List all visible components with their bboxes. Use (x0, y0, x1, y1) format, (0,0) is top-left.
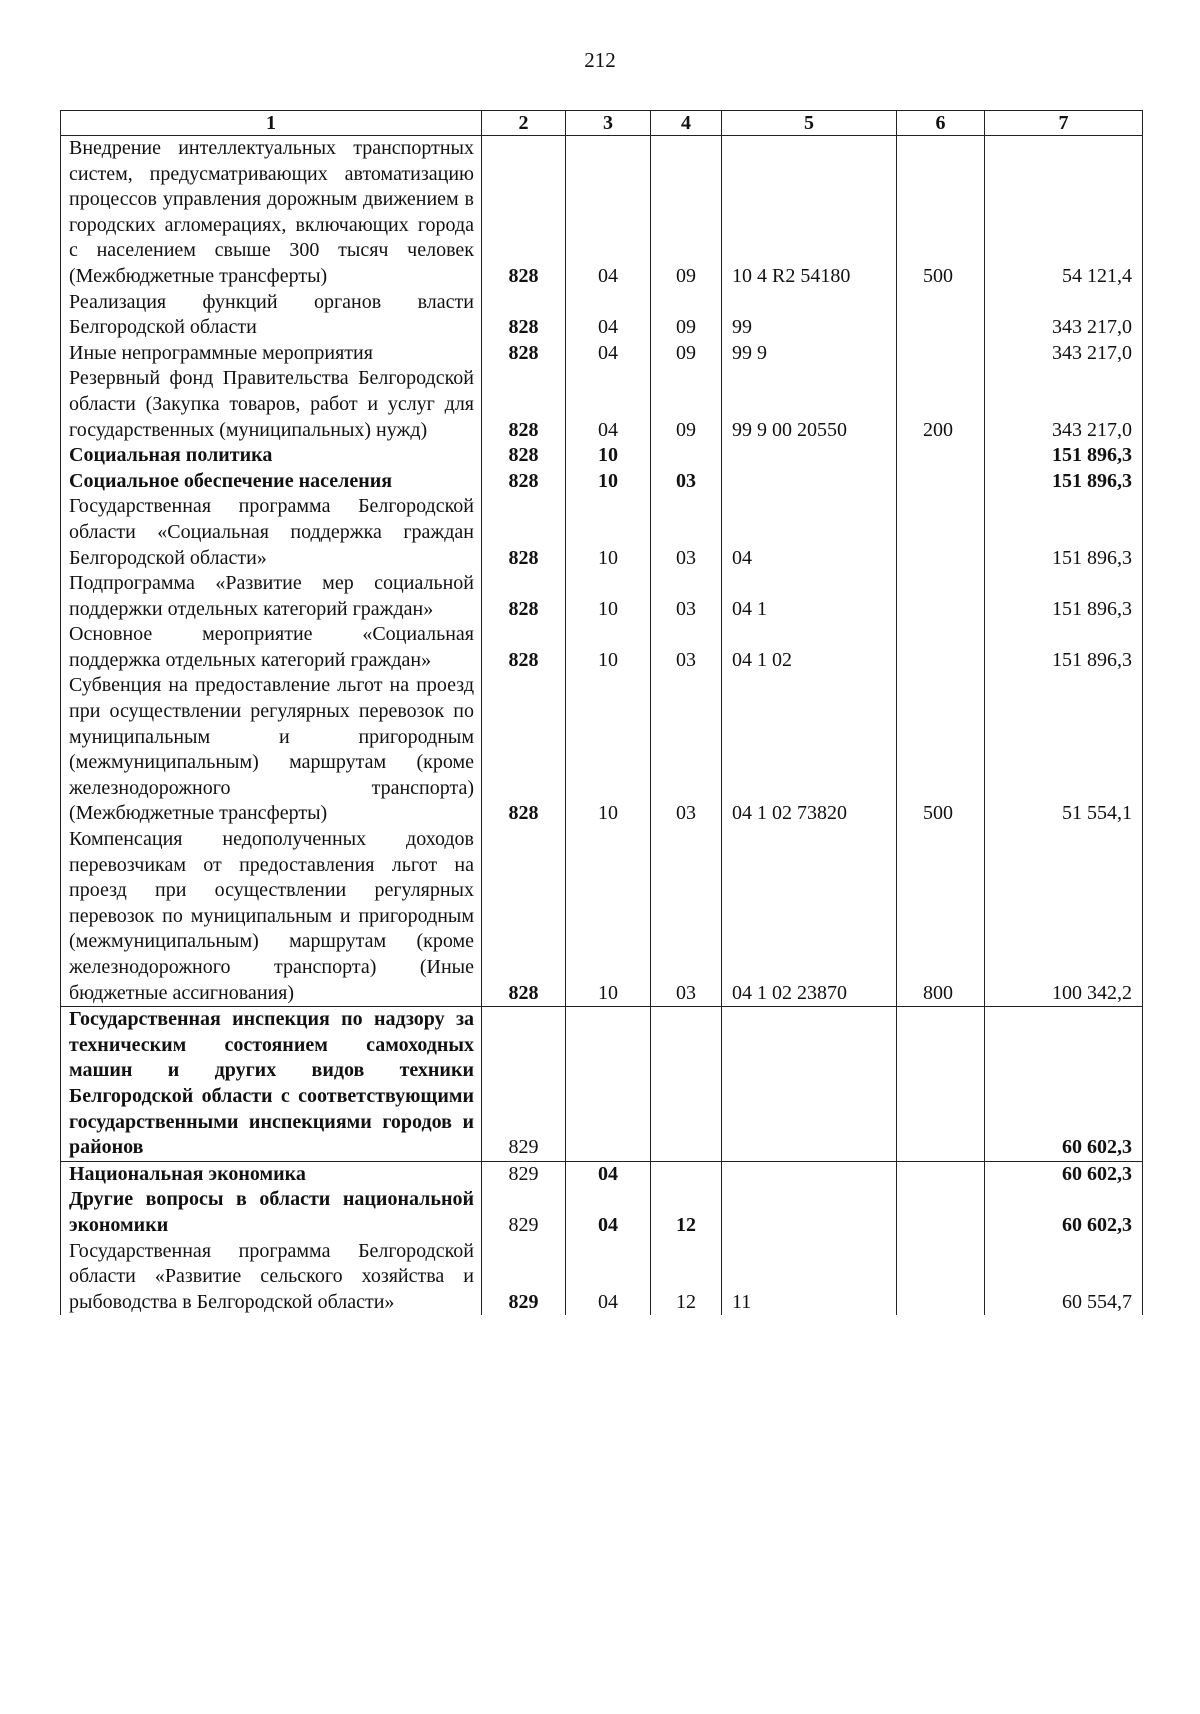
cell-vr (897, 622, 985, 673)
column-header: 6 (897, 111, 985, 136)
table-row (61, 443, 1143, 469)
table-row (61, 622, 1143, 673)
cell-pr (651, 1007, 722, 1162)
cell-rz: 04 (566, 1187, 651, 1238)
cell-ved: 828 (482, 622, 566, 673)
table-row (61, 1161, 1143, 1187)
cell-rz: 10 (566, 673, 651, 827)
cell-sum: 343 217,0 (985, 366, 1143, 443)
column-header: 2 (482, 111, 566, 136)
cell-csr: 99 9 (722, 341, 897, 367)
cell-csr: 10 4 R2 54180 (722, 136, 897, 290)
table-row (61, 341, 1143, 367)
cell-csr: 99 (722, 290, 897, 341)
cell-csr: 04 1 02 (722, 622, 897, 673)
cell-csr: 99 9 00 20550 (722, 366, 897, 443)
row-name: Подпрограмма «Развитие мер социальной поддержки отдельных категорий граждан» (61, 571, 482, 622)
cell-vr (897, 341, 985, 367)
cell-ved: 829 (482, 1239, 566, 1316)
cell-ved: 829 (482, 1187, 566, 1238)
cell-vr (897, 469, 985, 495)
cell-csr (722, 443, 897, 469)
row-name: Компенсация недополученных доходов перевозчикам от предоставления льгот на проезд при осуществлении регулярных перевозок по муниципальным и пригородным (межмуниципальным) маршрутам (кроме железнодорожного транспорта) (Иные бюджетные ассигнования) (61, 827, 482, 1007)
page-number: 212 (584, 48, 616, 72)
cell-pr: 03 (651, 571, 722, 622)
column-header: 3 (566, 111, 651, 136)
cell-vr (897, 290, 985, 341)
cell-vr (897, 1239, 985, 1316)
cell-pr: 09 (651, 341, 722, 367)
cell-vr (897, 1187, 985, 1238)
cell-rz: 10 (566, 622, 651, 673)
row-name: Государственная инспекция по надзору за техническим состоянием самоходных машин и других видов техники Белгородской области с соответствующими государственными инспекциями городов и районов (61, 1007, 482, 1162)
cell-csr (722, 1161, 897, 1187)
cell-rz: 04 (566, 366, 651, 443)
table-row (61, 673, 1143, 827)
row-name: Государственная программа Белгородской области «Социальная поддержка граждан Белгородской области» (61, 494, 482, 571)
cell-ved: 828 (482, 469, 566, 495)
row-name: Внедрение интеллектуальных транспортных систем, предусматривающих автоматизацию процессов управления дорожным движением в городских агломерациях, включающих города с населением свыше 300 тысяч человек (Межбюджетные трансферты) (61, 136, 482, 290)
cell-csr: 04 1 02 73820 (722, 673, 897, 827)
cell-rz: 10 (566, 571, 651, 622)
cell-ved: 828 (482, 341, 566, 367)
table-row (61, 290, 1143, 341)
cell-pr: 03 (651, 469, 722, 495)
cell-ved: 828 (482, 290, 566, 341)
cell-csr: 11 (722, 1239, 897, 1316)
cell-rz: 10 (566, 469, 651, 495)
table-row (61, 827, 1143, 1007)
cell-csr (722, 469, 897, 495)
cell-vr: 500 (897, 136, 985, 290)
column-header: 4 (651, 111, 722, 136)
cell-ved: 829 (482, 1161, 566, 1187)
cell-vr: 200 (897, 366, 985, 443)
cell-rz (566, 1007, 651, 1162)
column-header: 7 (985, 111, 1143, 136)
cell-sum: 100 342,2 (985, 827, 1143, 1007)
cell-pr: 09 (651, 366, 722, 443)
cell-rz: 04 (566, 290, 651, 341)
cell-rz: 04 (566, 136, 651, 290)
row-name: Социальная политика (61, 443, 482, 469)
cell-ved: 828 (482, 827, 566, 1007)
cell-ved: 829 (482, 1007, 566, 1162)
cell-vr (897, 1007, 985, 1162)
cell-rz: 04 (566, 1161, 651, 1187)
cell-sum: 151 896,3 (985, 443, 1143, 469)
cell-sum: 54 121,4 (985, 136, 1143, 290)
cell-vr (897, 1161, 985, 1187)
cell-vr (897, 571, 985, 622)
cell-rz: 10 (566, 494, 651, 571)
cell-sum: 51 554,1 (985, 673, 1143, 827)
cell-sum: 151 896,3 (985, 622, 1143, 673)
cell-rz: 10 (566, 443, 651, 469)
cell-vr (897, 443, 985, 469)
table-row (61, 366, 1143, 443)
header-row (61, 111, 1143, 136)
cell-sum: 151 896,3 (985, 571, 1143, 622)
cell-sum: 60 602,3 (985, 1007, 1143, 1162)
cell-pr: 03 (651, 827, 722, 1007)
row-name: Основное мероприятие «Социальная поддержка отдельных категорий граждан» (61, 622, 482, 673)
cell-csr: 04 1 (722, 571, 897, 622)
cell-pr: 03 (651, 494, 722, 571)
cell-pr (651, 1161, 722, 1187)
budget-table (60, 110, 1143, 1315)
table-row (61, 571, 1143, 622)
cell-pr (651, 443, 722, 469)
cell-csr: 04 (722, 494, 897, 571)
cell-pr: 03 (651, 622, 722, 673)
cell-ved: 828 (482, 136, 566, 290)
cell-sum: 151 896,3 (985, 469, 1143, 495)
cell-sum: 60 602,3 (985, 1187, 1143, 1238)
row-name: Субвенция на предоставление льгот на проезд при осуществлении регулярных перевозок по муниципальным и пригородным (межмуниципальным) маршрутам (кроме железнодорожного транспорта) (Межбюджетные трансферты) (61, 673, 482, 827)
cell-ved: 828 (482, 571, 566, 622)
column-header: 5 (722, 111, 897, 136)
row-name: Реализация функций органов власти Белгородской области (61, 290, 482, 341)
cell-vr: 500 (897, 673, 985, 827)
row-name: Резервный фонд Правительства Белгородской области (Закупка товаров, работ и услуг для государственных (муниципальных) нужд) (61, 366, 482, 443)
cell-vr: 800 (897, 827, 985, 1007)
cell-pr: 03 (651, 673, 722, 827)
cell-sum: 343 217,0 (985, 290, 1143, 341)
cell-pr: 09 (651, 136, 722, 290)
cell-sum: 343 217,0 (985, 341, 1143, 367)
table-row (61, 1239, 1143, 1316)
cell-sum: 60 554,7 (985, 1239, 1143, 1316)
cell-csr: 04 1 02 23870 (722, 827, 897, 1007)
cell-ved: 828 (482, 443, 566, 469)
table-row (61, 469, 1143, 495)
row-name: Государственная программа Белгородской области «Развитие сельского хозяйства и рыбоводства в Белгородской области» (61, 1239, 482, 1316)
cell-sum: 151 896,3 (985, 494, 1143, 571)
cell-ved: 828 (482, 673, 566, 827)
table-row (61, 136, 1143, 290)
cell-vr (897, 494, 985, 571)
cell-rz: 04 (566, 1239, 651, 1316)
row-name: Социальное обеспечение населения (61, 469, 482, 495)
cell-csr (722, 1187, 897, 1238)
cell-sum: 60 602,3 (985, 1161, 1143, 1187)
cell-ved: 828 (482, 494, 566, 571)
cell-pr: 12 (651, 1187, 722, 1238)
row-name: Другие вопросы в области национальной экономики (61, 1187, 482, 1238)
table-row (61, 494, 1143, 571)
cell-pr: 12 (651, 1239, 722, 1316)
cell-pr: 09 (651, 290, 722, 341)
column-header: 1 (61, 111, 482, 136)
row-name: Национальная экономика (61, 1161, 482, 1187)
table-row (61, 1007, 1143, 1162)
cell-rz: 04 (566, 341, 651, 367)
cell-ved: 828 (482, 366, 566, 443)
row-name: Иные непрограммные мероприятия (61, 341, 482, 367)
cell-rz: 10 (566, 827, 651, 1007)
cell-csr (722, 1007, 897, 1162)
table-row (61, 1187, 1143, 1238)
